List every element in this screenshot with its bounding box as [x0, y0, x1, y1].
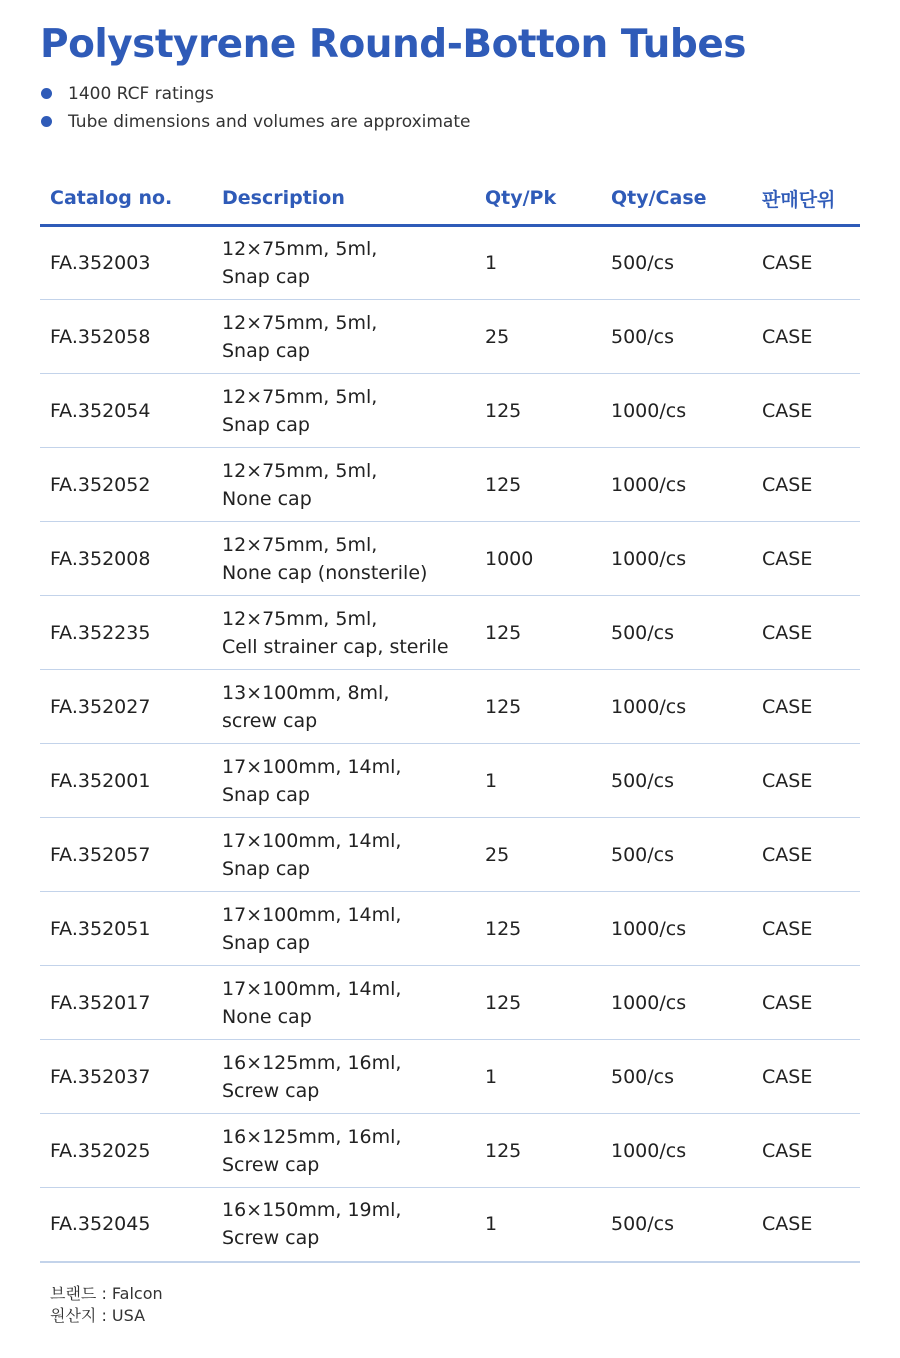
sales-unit-cell [752, 1040, 860, 1114]
catalog-cell [40, 744, 212, 818]
qty-pk-value: 125 [485, 473, 522, 496]
description-line-2: Screw cap [222, 1153, 320, 1176]
description-line-1: 17×100mm, 14ml, [222, 903, 402, 926]
bullet-dot-icon [41, 88, 52, 99]
description-line-1: 12×75mm, 5ml, [222, 385, 378, 408]
qty-case-value: 500/cs [611, 1065, 675, 1088]
table-row [40, 522, 860, 596]
sales-unit-cell [752, 374, 860, 448]
description-line-2: Snap cap [222, 266, 310, 288]
table-row [40, 300, 860, 374]
qty-pk-cell [475, 1040, 601, 1114]
description-line-2: Snap cap [222, 339, 310, 362]
qty-case-value: 1000/cs [611, 917, 687, 940]
sales-unit-value: CASE [762, 769, 813, 792]
description-cell [212, 966, 475, 1040]
description-cell [212, 522, 475, 596]
description-line-1: 12×75mm, 5ml, [222, 311, 378, 334]
sales-unit-cell [752, 448, 860, 522]
sales-unit-cell [752, 226, 860, 300]
feature-item [40, 108, 470, 136]
qty-pk-cell [475, 1114, 601, 1188]
qty-pk-cell [475, 818, 601, 892]
qty-pk-cell [475, 1188, 601, 1262]
catalog-number: FA.352027 [50, 695, 151, 718]
description-line-1: 17×100mm, 14ml, [222, 755, 402, 778]
description-line-2: Snap cap [222, 931, 310, 954]
qty-case-value: 1000/cs [611, 991, 687, 1014]
catalog-cell [40, 1040, 212, 1114]
sales-unit-value: CASE [762, 399, 813, 422]
description-line-2: Cell strainer cap, sterile [222, 635, 449, 658]
table-header-row [40, 172, 860, 226]
qty-case-value: 500/cs [611, 769, 675, 792]
qty-case-value: 500/cs [611, 621, 675, 644]
page-title: Polystyrene Round-Botton Tubes [40, 22, 746, 67]
feature-text: Tube dimensions and volumes are approximate [68, 112, 471, 132]
table-row [40, 1114, 860, 1188]
qty-pk-cell [475, 744, 601, 818]
qty-pk-value: 1 [485, 1065, 498, 1088]
column-header-qty-pk: Qty/Pk [475, 172, 601, 226]
footer-info [50, 1283, 163, 1327]
qty-case-value: 1000/cs [611, 473, 687, 496]
description-line-2: None cap [222, 1005, 312, 1028]
table-row [40, 892, 860, 966]
sales-unit-cell [752, 818, 860, 892]
qty-case-cell [601, 596, 752, 670]
qty-case-cell [601, 522, 752, 596]
table-row [40, 966, 860, 1040]
description-cell [212, 1188, 475, 1262]
description-line-1: 13×100mm, 8ml, [222, 681, 390, 704]
qty-pk-value: 25 [485, 843, 510, 866]
qty-case-value: 1000/cs [611, 547, 687, 570]
table-body [40, 226, 860, 1262]
description-cell [212, 374, 475, 448]
qty-case-cell [601, 1040, 752, 1114]
description-line-1: 12×75mm, 5ml, [222, 607, 378, 630]
feature-list [40, 80, 470, 136]
qty-case-value: 500/cs [611, 252, 675, 274]
description-line-1: 12×75mm, 5ml, [222, 533, 378, 556]
qty-case-value: 500/cs [611, 1213, 675, 1236]
catalog-cell [40, 596, 212, 670]
qty-case-cell [601, 448, 752, 522]
sales-unit-value: CASE [762, 325, 813, 348]
description-cell [212, 448, 475, 522]
catalog-number: FA.352001 [50, 769, 151, 792]
qty-case-cell [601, 226, 752, 300]
qty-pk-value: 125 [485, 1139, 522, 1162]
column-header-catalog: Catalog no. [40, 172, 212, 226]
sales-unit-cell [752, 1188, 860, 1262]
qty-pk-cell [475, 670, 601, 744]
sales-unit-value: CASE [762, 1065, 813, 1088]
catalog-cell [40, 966, 212, 1040]
table-row [40, 448, 860, 522]
qty-case-cell [601, 670, 752, 744]
product-table [40, 172, 860, 1263]
qty-pk-value: 125 [485, 621, 522, 644]
brand-label: 브랜드 : Falcon [50, 1284, 163, 1303]
description-line-2: Screw cap [222, 1227, 320, 1250]
catalog-number: FA.352008 [50, 547, 151, 570]
sales-unit-value: CASE [762, 621, 813, 644]
sales-unit-value: CASE [762, 473, 813, 496]
table-row [40, 1040, 860, 1114]
description-cell [212, 596, 475, 670]
catalog-number: FA.352045 [50, 1213, 151, 1236]
description-line-1: 16×125mm, 16ml, [222, 1125, 402, 1148]
qty-pk-value: 125 [485, 991, 522, 1014]
sales-unit-value: CASE [762, 1213, 813, 1236]
catalog-cell [40, 374, 212, 448]
description-line-1: 16×150mm, 19ml, [222, 1199, 402, 1222]
table-row [40, 818, 860, 892]
qty-case-value: 1000/cs [611, 695, 687, 718]
feature-item [40, 80, 470, 108]
sales-unit-cell [752, 670, 860, 744]
description-cell [212, 1114, 475, 1188]
qty-case-cell [601, 1114, 752, 1188]
qty-case-value: 500/cs [611, 325, 675, 348]
column-header-sales-unit: 판매단위 [752, 172, 860, 226]
qty-case-cell [601, 818, 752, 892]
qty-case-cell [601, 744, 752, 818]
qty-pk-value: 1 [485, 1213, 498, 1236]
description-cell [212, 300, 475, 374]
sales-unit-value: CASE [762, 695, 813, 718]
column-header-description: Description [212, 172, 475, 226]
description-line-1: 17×100mm, 14ml, [222, 829, 402, 852]
catalog-number: FA.352003 [50, 252, 151, 274]
origin-label: 원산지 : USA [50, 1306, 146, 1325]
description-cell [212, 818, 475, 892]
qty-case-cell [601, 300, 752, 374]
table-row [40, 374, 860, 448]
description-line-2: Screw cap [222, 1079, 320, 1102]
qty-pk-value: 1000 [485, 547, 534, 570]
feature-text: 1400 RCF ratings [68, 84, 214, 104]
sales-unit-value: CASE [762, 252, 813, 274]
sales-unit-cell [752, 744, 860, 818]
catalog-number: FA.352235 [50, 621, 151, 644]
catalog-number: FA.352058 [50, 325, 151, 348]
qty-pk-cell [475, 522, 601, 596]
sales-unit-cell [752, 596, 860, 670]
sales-unit-cell [752, 892, 860, 966]
catalog-number: FA.352025 [50, 1139, 151, 1162]
catalog-cell [40, 892, 212, 966]
description-cell [212, 226, 475, 300]
qty-pk-value: 1 [485, 252, 498, 274]
column-header-qty-case: Qty/Case [601, 172, 752, 226]
qty-pk-value: 1 [485, 769, 498, 792]
description-line-1: 17×100mm, 14ml, [222, 977, 402, 1000]
qty-case-cell [601, 892, 752, 966]
table-row [40, 670, 860, 744]
qty-case-cell [601, 966, 752, 1040]
catalog-cell [40, 1114, 212, 1188]
sales-unit-cell [752, 966, 860, 1040]
catalog-number: FA.352017 [50, 991, 151, 1014]
qty-pk-value: 125 [485, 399, 522, 422]
sales-unit-value: CASE [762, 991, 813, 1014]
description-cell [212, 670, 475, 744]
description-line-2: None cap [222, 487, 312, 510]
qty-pk-value: 25 [485, 325, 510, 348]
description-line-2: None cap (nonsterile) [222, 561, 428, 584]
qty-case-cell [601, 374, 752, 448]
table-row [40, 226, 860, 300]
qty-pk-cell [475, 966, 601, 1040]
catalog-number: FA.352051 [50, 917, 151, 940]
sales-unit-cell [752, 1114, 860, 1188]
qty-case-value: 500/cs [611, 843, 675, 866]
catalog-number: FA.352057 [50, 843, 151, 866]
table-row [40, 744, 860, 818]
qty-pk-cell [475, 300, 601, 374]
description-cell [212, 892, 475, 966]
table-row [40, 1188, 860, 1262]
qty-pk-cell [475, 226, 601, 300]
catalog-cell [40, 300, 212, 374]
catalog-cell [40, 670, 212, 744]
catalog-cell [40, 226, 212, 300]
catalog-number: FA.352052 [50, 473, 151, 496]
qty-pk-value: 125 [485, 917, 522, 940]
sales-unit-value: CASE [762, 547, 813, 570]
catalog-cell [40, 818, 212, 892]
catalog-cell [40, 448, 212, 522]
description-cell [212, 1040, 475, 1114]
qty-case-value: 1000/cs [611, 1139, 687, 1162]
qty-case-cell [601, 1188, 752, 1262]
description-line-1: 12×75mm, 5ml, [222, 459, 378, 482]
qty-pk-cell [475, 448, 601, 522]
sales-unit-value: CASE [762, 917, 813, 940]
description-line-1: 16×125mm, 16ml, [222, 1051, 402, 1074]
sales-unit-value: CASE [762, 1139, 813, 1162]
qty-pk-value: 125 [485, 695, 522, 718]
description-line-2: Snap cap [222, 783, 310, 806]
table-row [40, 596, 860, 670]
qty-case-value: 1000/cs [611, 399, 687, 422]
description-cell [212, 744, 475, 818]
description-line-2: screw cap [222, 709, 318, 732]
sales-unit-value: CASE [762, 843, 813, 866]
catalog-number: FA.352054 [50, 399, 151, 422]
sales-unit-cell [752, 522, 860, 596]
catalog-number: FA.352037 [50, 1065, 151, 1088]
qty-pk-cell [475, 374, 601, 448]
description-line-1: 12×75mm, 5ml, [222, 238, 378, 260]
description-line-2: Snap cap [222, 413, 310, 436]
catalog-cell [40, 1188, 212, 1262]
description-line-2: Snap cap [222, 857, 310, 880]
qty-pk-cell [475, 596, 601, 670]
sales-unit-cell [752, 300, 860, 374]
bullet-dot-icon [41, 116, 52, 127]
qty-pk-cell [475, 892, 601, 966]
catalog-cell [40, 522, 212, 596]
